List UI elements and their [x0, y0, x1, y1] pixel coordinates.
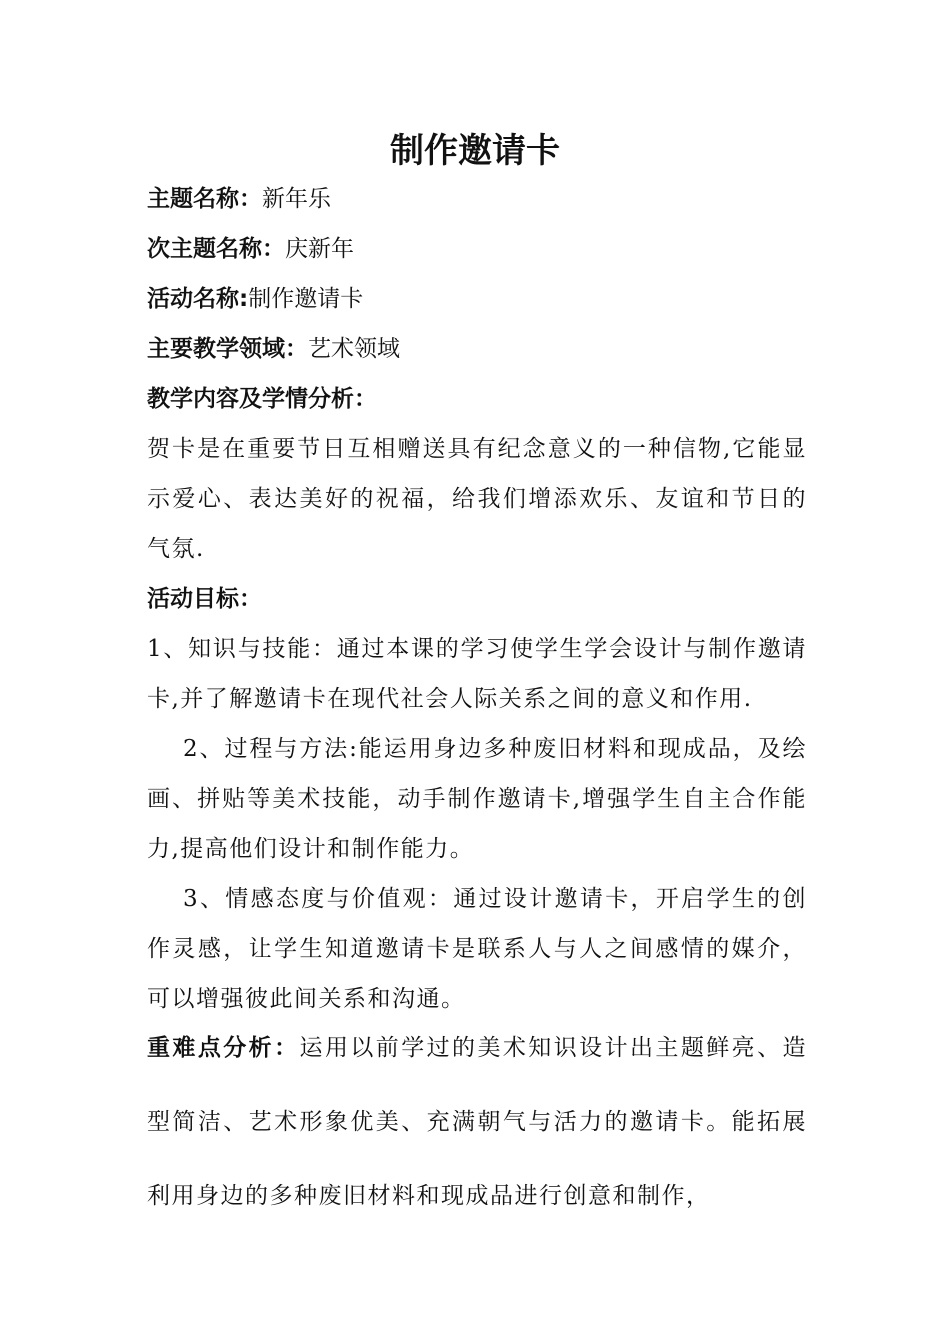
subtheme-name-field	[147, 233, 827, 265]
page-title: 制作邀请卡	[390, 131, 560, 171]
difficulty-text: 运用以前学过的美术知识设计出主题鲜亮、造型简洁、艺术形象优美、充满朝气与活力的邀请卡。能拓展利用身边的多种废旧材料和现成品进行创意和制作，	[147, 1035, 808, 1209]
field-value: 庆新年	[285, 236, 354, 262]
theme-name-field	[147, 183, 827, 215]
field-value: 新年乐	[262, 186, 331, 212]
field-label: 次主题名称：	[147, 236, 285, 262]
teaching-domain-field	[147, 333, 827, 365]
analysis-paragraph: 贺卡是在重要节日互相赠送具有纪念意义的一种信物,它能显示爱心、表达美好的祝福，给我们增添欢乐、友谊和节日的气氛.	[147, 436, 807, 562]
difficulty-analysis	[147, 1011, 807, 1233]
goal-emotion-values: 3、情感态度与价值观：通过设计邀请卡，开启学生的创作灵感，让学生知道邀请卡是联系人与人之间感情的媒介，可以增强彼此间关系和沟通。	[147, 886, 807, 1012]
field-value: 艺术领域	[308, 336, 400, 362]
analysis-heading: 教学内容及学情分析：	[147, 386, 377, 412]
activity-name-field	[147, 283, 827, 315]
field-label: 活动名称:	[147, 286, 249, 312]
goal-process-methods: 2、过程与方法:能运用身边多种废旧材料和现成品，及绘画、拼贴等美术技能，动手制作邀请卡,增强学生自主合作能力,提高他们设计和制作能力。	[147, 736, 807, 862]
field-label: 主要教学领域：	[147, 336, 308, 362]
field-value: 制作邀请卡	[248, 286, 364, 312]
goal-knowledge-skills: 1、知识与技能：通过本课的学习使学生学会设计与制作邀请卡,并了解邀请卡在现代社会人际关系之间的意义和作用.	[147, 636, 807, 712]
goals-heading: 活动目标：	[147, 586, 262, 612]
difficulty-label: 重难点分析：	[147, 1035, 300, 1061]
field-label: 主题名称：	[147, 186, 262, 212]
